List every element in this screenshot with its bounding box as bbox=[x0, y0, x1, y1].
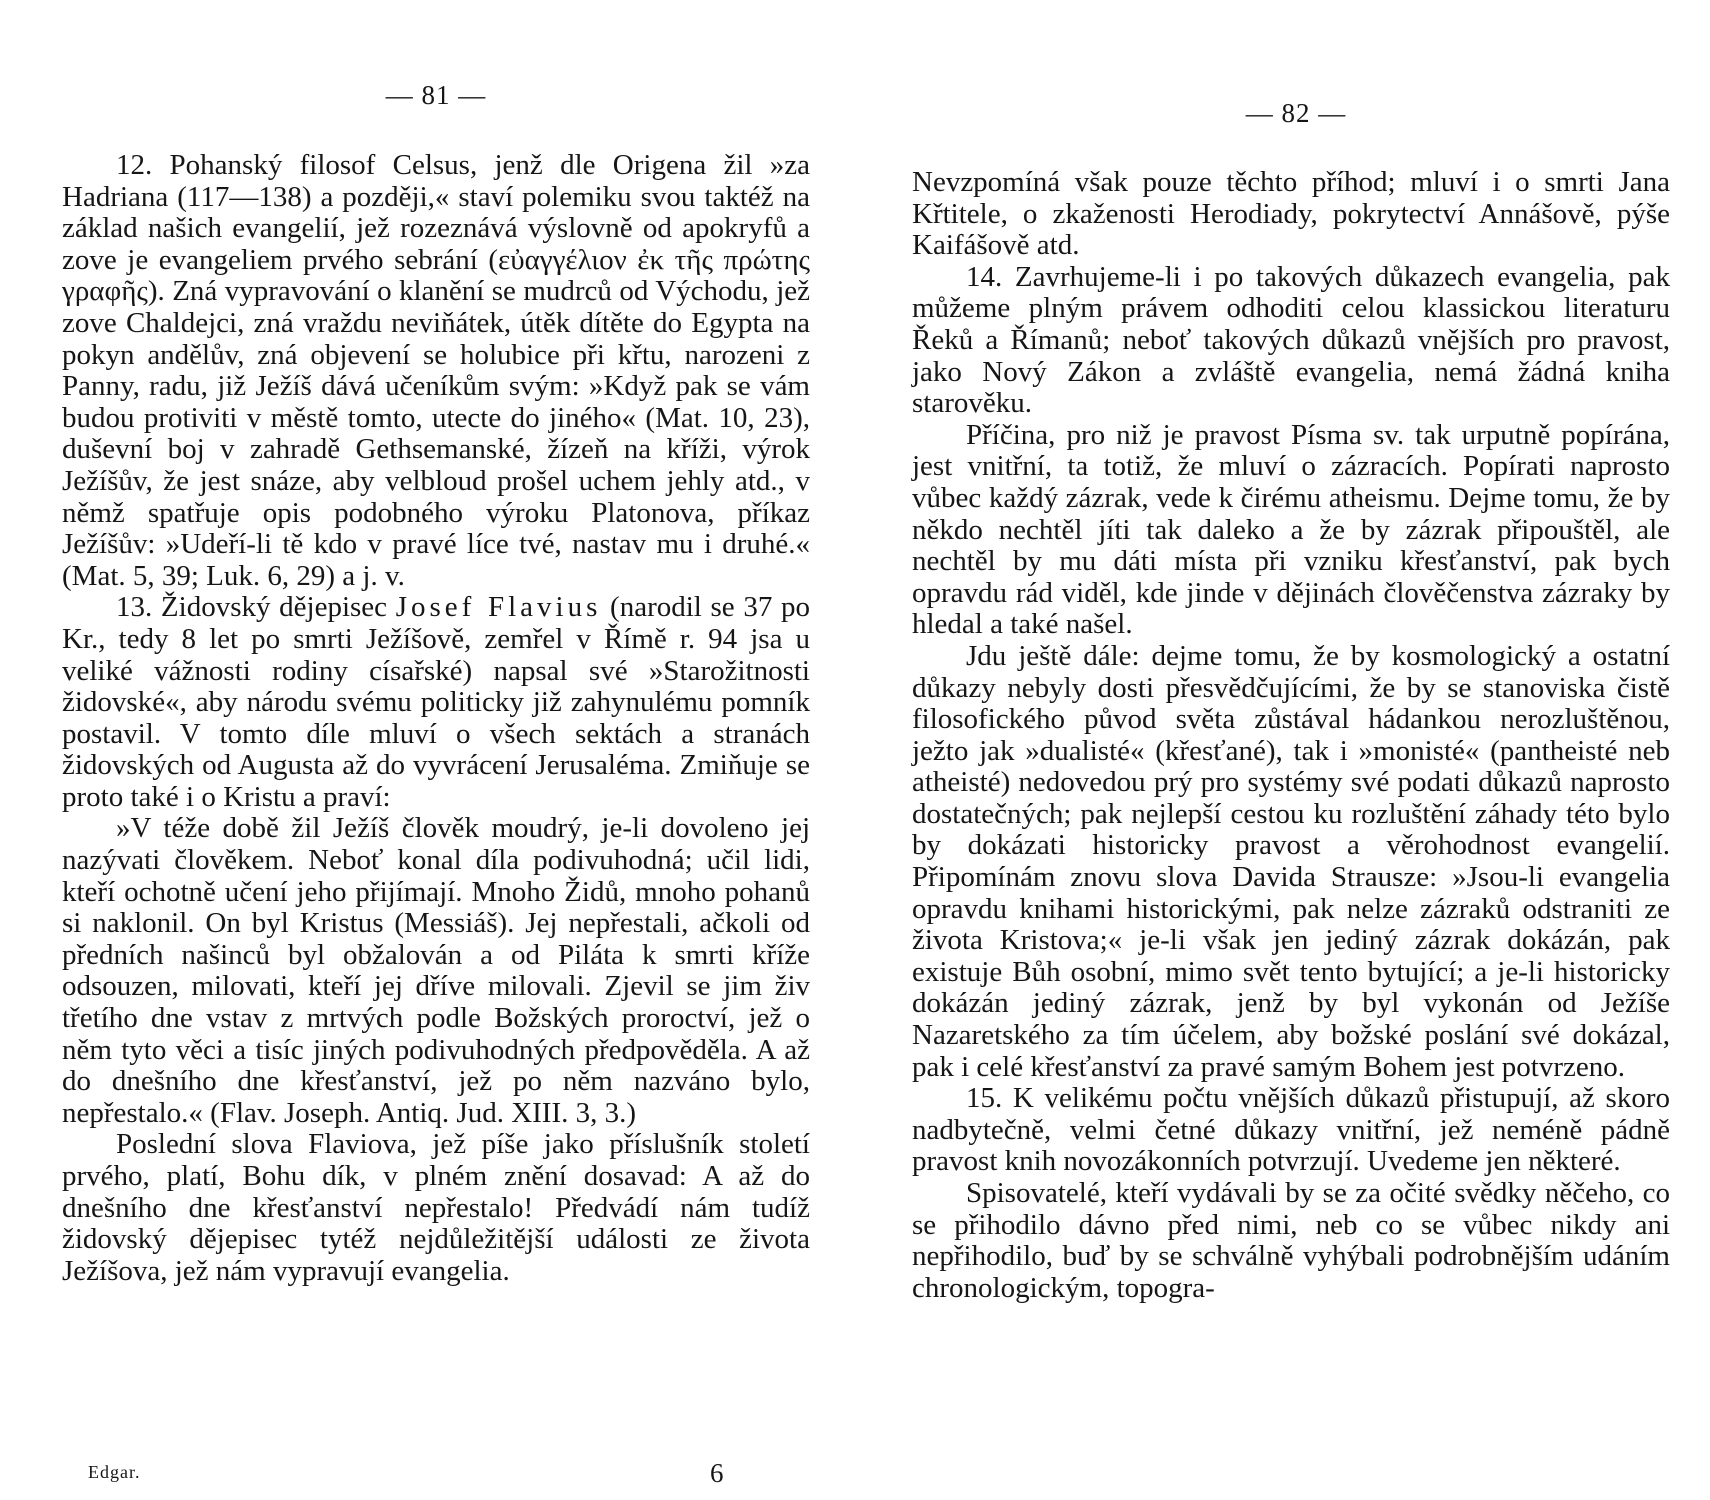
page-text bbox=[62, 150, 810, 1287]
paragraph-continuation: Nevzpomíná však pouze těchto příhod; mluví i o smrti Jana Křtitele, o zkaženosti Herodiady, pokrytectví Annášově, pýše Kaifášově atd. bbox=[912, 166, 1670, 262]
paragraph-flavius-words: Poslední slova Flaviova, jež píše jako příslušník století prvého, platí, Bohu dík, v plném znění dosavad: A až do dnešního dne křesťanství nepřestalo! Předvádí nám tudíž židovský dějepisec tytéž nejdůležitější události ze života Ježíšova, jež nám vypravují evangelia. bbox=[62, 1128, 810, 1287]
paragraph-15: 15. K velikému počtu vnějších důkazů přistupují, až skoro nadbytečně, velmi četné důkazy vnitřní, jež neméně pádně pravost knih novozákonních potvrzují. Uvedeme jen některé. bbox=[912, 1082, 1670, 1178]
paragraph-14: 14. Zavrhujeme-li i po takových důkazech evangelia, pak můžeme plným právem odhoditi celou klassickou literaturu Řeků a Římanů; neboť takových důkazů vnějších pro pravost, jako Nový Zákon a zvláště evangelia, nemá žádná kniha starověku. bbox=[912, 260, 1670, 420]
paragraph-writers: Spisovatelé, kteří vydávali by se za očité svědky něčeho, co se přihodilo dávno před nimi, neb co se vůbec nikdy ani nepřihodilo, buď by se schválně vyhýbali podrobnějším udáním chronologickým, topogra- bbox=[912, 1177, 1670, 1304]
page-text bbox=[912, 167, 1670, 1304]
paragraph-celsus: 12. Pohanský filosof Celsus, jenž dle Origena žil »za Hadriana (117—138) a později,« staví polemiku svou taktéž na základ našich evangelií, jež rozeznává výslovně od apokryfů a zove je evangeliem prvého sebrání (εὐαγγέλιον ἐκ τῆς πρώτης γραφῆς). Zná vypravování o klanění se mudrců od Východu, jež zove Chaldejci, zná vraždu neviňátek, útěk dítěte do Egypta na pokyn andělův, zná objevení se holubice při křtu, narozeni z Panny, radu, již Ježíš dává učeníkům svým: »Když pak se vám budou protiviti v městě tomto, utecte do jiného« (Mat. 10, 23), duševní boj v zahradě Gethsemanské, žízeň na kříži, výrok Ježíšův, že jest snáze, aby velbloud prošel uchem jehly atd., v němž spatřuje opis podobného výroku Platonova, příkaz Ježíšův: »Udeří-li tě kdo v pravé líce tvé, nastav mu i druhé.« (Mat. 5, 39; Luk. 6, 29) a j. v. bbox=[62, 149, 810, 592]
page-number: — 82 — bbox=[1245, 98, 1347, 128]
sheet-number: 6 bbox=[710, 1458, 724, 1488]
printer-signature: Edgar. bbox=[88, 1462, 141, 1482]
paragraph-miracles: Příčina, pro niž je pravost Písma sv. tak urputně popírána, jest vnitřní, ta totiž, že mluví o zázracích. Popírati naprosto vůbec každý zázrak, vede k čirému atheismu. Dejme tomu, že by někdo nechtěl jíti tak daleko a že by zázrak připouštěl, ale nechtěl by mu dáti místa při vzniku křesťanství, pak bych opravdu rád viděl, kde jinde v dějinách člověčenstva zázraky by hledal a také našel. bbox=[912, 418, 1670, 641]
paragraph-further: Jdu ještě dále: dejme tomu, že by kosmologický a ostatní důkazy nebyly dosti přesvědčujícími, že by se stanoviska čistě filosofického původ světa zůstával hádankou nerozluštěnou, ježto jak »dualisté« (křesťané), tak i »monisté« (pantheisté neb atheisté) nedovedou prý pro systémy své podati důkazů naprosto dostatečných; pak nejlepší cestou ku rozluštění záhady této bylo by dokázati historicky pravost a věrohodnost evangelií. Připomínám znovu slova Davida Strausze: »Jsou-li evangelia opravdu knihami historickými, pak nelze zázraků odstraniti ze života Kristova;« je-li však jen jediný zázrak dokázán, pak existuje Bůh osobní, mimo svět tento bytující; a je-li historicky dokázán jediný zázrak, jenž by byl vykonán od Ježíše Nazaretského za tím účelem, aby božské poslání své dokázal, pak i celé křesťanství za pravé samým Bohem jest potvrzeno. bbox=[912, 639, 1670, 1083]
paragraph-josephus-rest: (narodil se 37 po Kr., tedy 8 let po smrti Ježíšově, zemřel v Římě r. 94 jsa u veliké vážnosti rodiny císařské) napsal své »Starožitnosti židovské«, aby národu svému politicky již zahynulému pomník postavil. V tomto díle mluví o všech sektách a stranách židovských od Augusta až do vyvrácení Jerusaléma. Zmiňuje se proto také i o Kristu a praví: bbox=[62, 591, 811, 813]
author-name-spaced: Josef Flavius bbox=[395, 591, 602, 624]
paragraph-josephus bbox=[62, 592, 810, 813]
page-number: — 81 — bbox=[385, 80, 487, 110]
paragraph-quotation: »V téže době žil Ježíš člověk moudrý, je-li dovoleno jej nazývati člověkem. Neboť konal díla podivuhodná; učil lidi, kteří ochotně učení jeho přijímají. Mnoho Židů, mnoho pohanů si naklonil. On byl Kristus (Messiáš). Jej nepřestali, ačkoli od předních našinců byl obžalován a od Piláta k smrti kříže odsouzen, milovati, kteří jej dříve milovali. Zjevil se jim živ třetího dne vstav z mrtvých podle Božských proroctví, jež o něm tyto věci a tisíc jiných podivuhodných předpověděla. A až do dnešního dne křesťanství, jež po něm nazváno bylo, nepřestalo.« (Flav. Joseph. Antiq. Jud. XIII. 3, 3.) bbox=[62, 812, 810, 1129]
paragraph-josephus-lead: 13. Židovský dějepisec bbox=[116, 591, 388, 624]
